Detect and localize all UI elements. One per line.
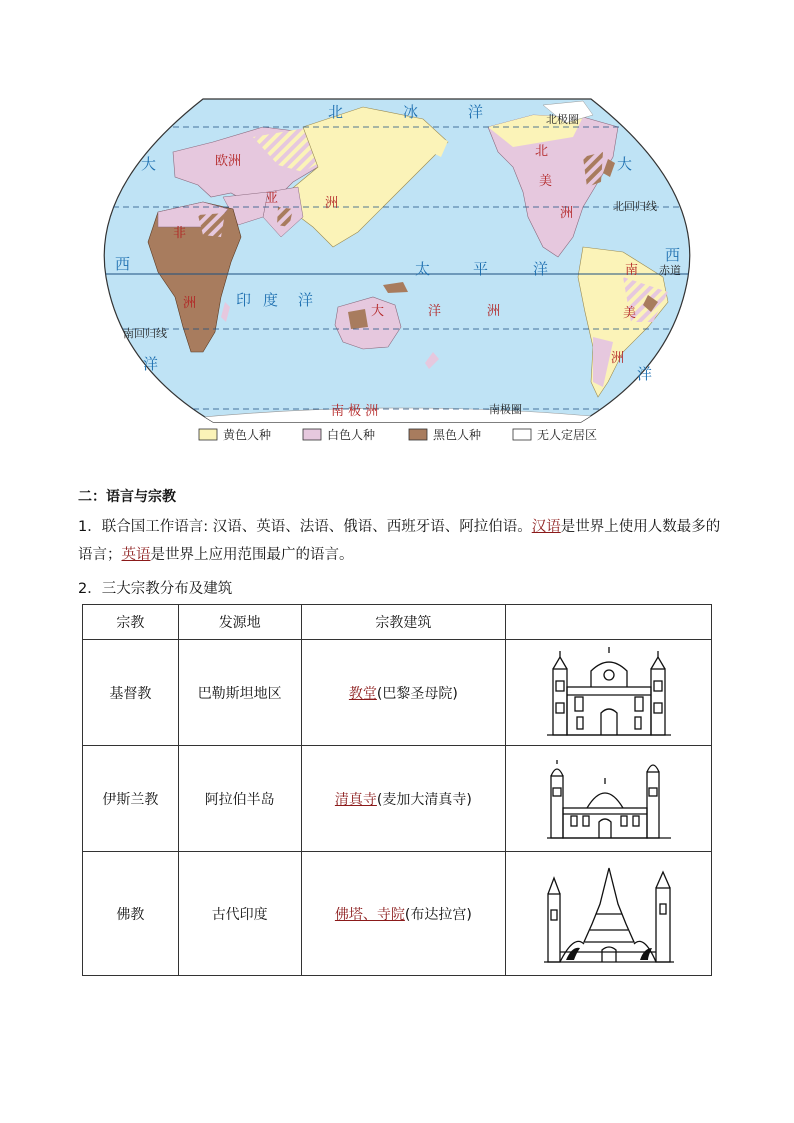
legend-label-white: 白色人种 — [327, 428, 376, 442]
continent-label-na-3: 洲 — [560, 206, 574, 221]
ocean-label-atlantic-right-2: 西 — [665, 246, 681, 264]
ocean-label-pacific-2: 平 — [473, 260, 489, 278]
table-row — [83, 852, 712, 976]
cell-building — [301, 852, 506, 976]
building-underlined: 清真寺 — [334, 791, 377, 808]
map-legend — [103, 423, 691, 447]
header-religion: 宗教 — [83, 605, 179, 640]
continent-label-asia-2: 洲 — [325, 196, 339, 211]
line-label-tropic-capricorn: 南回归线 — [123, 327, 167, 340]
header-origin: 发源地 — [178, 605, 301, 640]
building-note: (巴黎圣母院) — [376, 685, 458, 702]
world-race-map — [103, 97, 691, 447]
table-row — [83, 746, 712, 852]
chinese-underlined: 汉语 — [531, 519, 561, 535]
building-underlined: 佛塔、寺院 — [334, 906, 405, 923]
continent-label-na-2: 美 — [539, 174, 553, 189]
cell-religion: 伊斯兰教 — [83, 746, 179, 852]
continent-label-africa-1: 非 — [173, 226, 187, 241]
continent-label-europe: 欧洲 — [215, 154, 242, 169]
australia-shape — [335, 297, 401, 349]
pagoda-icon — [544, 864, 674, 964]
cell-image — [506, 746, 712, 852]
cell-origin: 阿拉伯半岛 — [178, 746, 301, 852]
ocean-label-indian-1: 印 — [236, 291, 252, 309]
ocean-label-pacific-1: 太 — [415, 260, 431, 278]
continent-label-na-1: 北 — [535, 144, 549, 159]
languages-text-c: 是世界上应用范围最广的语言。 — [150, 547, 354, 563]
ocean-label-atlantic-left-2: 西 — [115, 255, 131, 273]
continent-label-oceania-3: 洲 — [487, 304, 501, 319]
table-header-row — [83, 605, 712, 640]
legend-swatch-yellow — [199, 429, 217, 440]
building-note: (布达拉宫) — [404, 906, 472, 923]
line-label-equator: 赤道 — [659, 264, 681, 277]
cell-image — [506, 852, 712, 976]
ocean-label-atlantic-left-1: 大 — [141, 155, 157, 173]
legend-swatch-white — [303, 429, 321, 440]
line-label-arctic-circle: 北极圈 — [546, 113, 579, 126]
cell-building — [301, 640, 506, 746]
ocean-label-pacific-3: 洋 — [533, 260, 549, 278]
languages-text-b: 是世界上使用人数最多的语言； — [78, 519, 721, 563]
continent-label-antarctica: 南 极 洲 — [331, 404, 379, 419]
line-label-tropic-cancer: 北回归线 — [613, 200, 657, 213]
cell-building — [301, 746, 506, 852]
legend-swatch-black — [409, 429, 427, 440]
line-label-antarctic-circle: 南极圈 — [489, 403, 522, 416]
header-image — [506, 605, 712, 640]
languages-text-a: 1．联合国工作语言: 汉语、英语、法语、俄语、西班牙语、阿拉伯语。 — [78, 519, 532, 535]
building-underlined: 教堂 — [348, 685, 377, 702]
paragraph-languages — [78, 513, 728, 569]
ocean-label-indian-3: 洋 — [298, 291, 314, 309]
continent-label-sa-2: 美 — [623, 306, 637, 321]
cell-religion: 佛教 — [83, 852, 179, 976]
legend-label-black: 黑色人种 — [433, 428, 482, 442]
australia-aboriginal-shape — [348, 309, 368, 329]
ocean-label-arctic-2: 冰 — [403, 103, 419, 121]
ocean-label-atlantic-left-3: 洋 — [143, 355, 159, 373]
legend-label-yellow: 黄色人种 — [223, 428, 272, 442]
legend-label-uninhabited: 无人定居区 — [537, 428, 598, 442]
continent-label-asia-1: 亚 — [265, 191, 279, 206]
ocean-label-indian-2: 度 — [263, 291, 279, 309]
cathedral-icon — [547, 647, 671, 739]
cell-origin: 古代印度 — [178, 852, 301, 976]
ocean-label-arctic-3: 洋 — [468, 103, 484, 121]
religion-table — [82, 604, 712, 976]
continent-label-africa-2: 洲 — [183, 296, 197, 311]
mosque-icon — [547, 758, 671, 840]
header-building: 宗教建筑 — [301, 605, 506, 640]
cell-religion: 基督教 — [83, 640, 179, 746]
continent-label-sa-3: 洲 — [611, 351, 625, 366]
continent-label-oceania-1: 大 — [371, 304, 385, 319]
cell-origin: 巴勒斯坦地区 — [178, 640, 301, 746]
continent-label-sa-1: 南 — [625, 263, 639, 278]
ocean-label-atlantic-right-1: 大 — [617, 155, 633, 173]
legend-swatch-uninhabited — [513, 429, 531, 440]
paragraph-religions-heading: 2．三大宗教分布及建筑 — [78, 581, 233, 597]
continent-label-oceania-2: 洋 — [428, 304, 442, 319]
table-row — [83, 640, 712, 746]
ocean-label-atlantic-right-3: 洋 — [637, 365, 653, 383]
ocean-label-arctic-1: 北 — [328, 103, 344, 121]
cell-image — [506, 640, 712, 746]
building-note: (麦加大清真寺) — [376, 791, 472, 808]
section-title: 二：语言与宗教 — [78, 489, 176, 505]
english-underlined: 英语 — [121, 547, 151, 563]
